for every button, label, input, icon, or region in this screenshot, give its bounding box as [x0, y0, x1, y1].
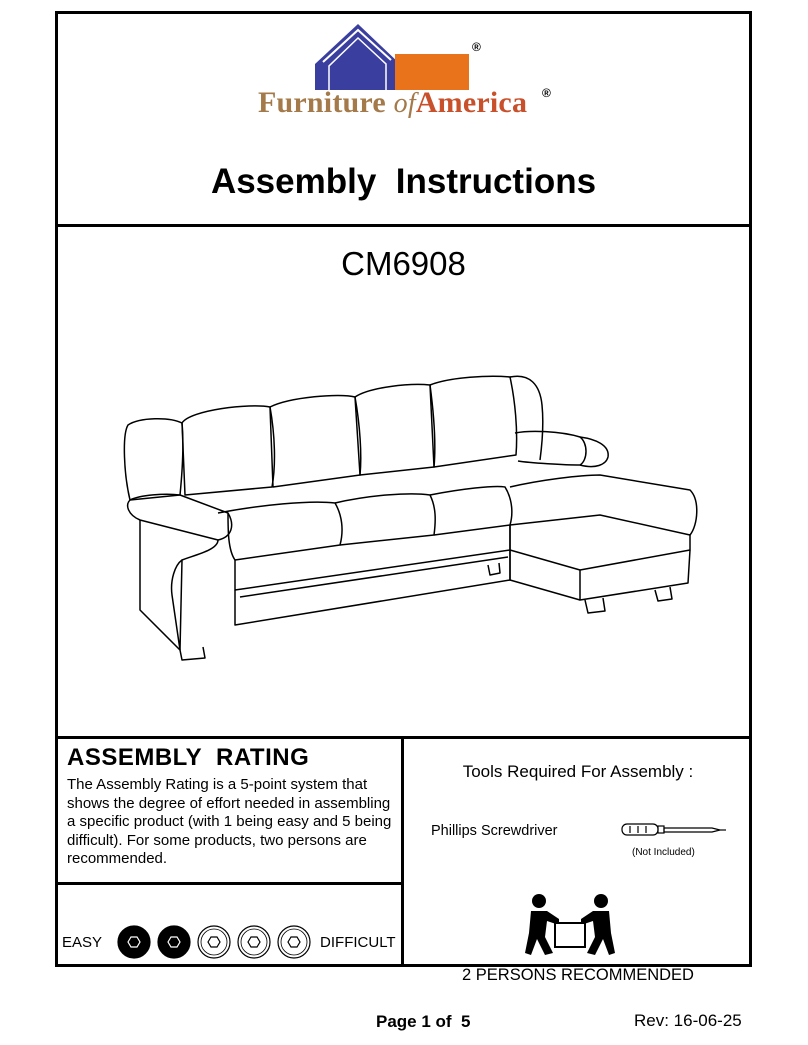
- tool-name: Phillips Screwdriver: [431, 823, 558, 839]
- registered-mark: ®: [472, 40, 481, 54]
- persons-recommended-text: 2 PERSONS RECOMMENDED: [462, 966, 694, 984]
- divider-header: [55, 224, 752, 227]
- brand-name: Furniture ofAmerica: [258, 86, 528, 119]
- divider-rating: [55, 882, 404, 885]
- rating-scale: [62, 925, 396, 959]
- rating-dot-filled: [117, 925, 151, 959]
- page-title: Assembly Instructions: [210, 162, 597, 201]
- two-persons-lifting-icon: [525, 893, 615, 964]
- model-number: CM6908: [341, 245, 466, 282]
- tool-note: (Not Included): [632, 847, 695, 858]
- registered-mark: ®: [542, 86, 551, 100]
- page-number: Page 1 of 5: [376, 1012, 471, 1031]
- rating-dot-filled: [157, 925, 191, 959]
- revision-date: Rev: 16-06-25: [634, 1011, 742, 1030]
- rating-easy-label: EASY: [62, 933, 103, 951]
- rating-description: The Assembly Rating is a 5-point system that shows the degree of effort needed in assembling a specific product (with 1 being easy and 5 being difficult). For some products, two persons are recommended.: [67, 776, 392, 867]
- rating-title: ASSEMBLY RATING: [67, 744, 310, 771]
- logo-block: [395, 54, 469, 90]
- rating-dot-empty: [277, 925, 311, 959]
- rating-difficult-label: DIFFICULT: [320, 933, 396, 951]
- rating-dot-empty: [237, 925, 271, 959]
- screwdriver-icon: [620, 820, 730, 845]
- sofa-illustration: [110, 365, 710, 670]
- tools-title: Tools Required For Assembly :: [462, 762, 694, 781]
- rating-dot-empty: [197, 925, 231, 959]
